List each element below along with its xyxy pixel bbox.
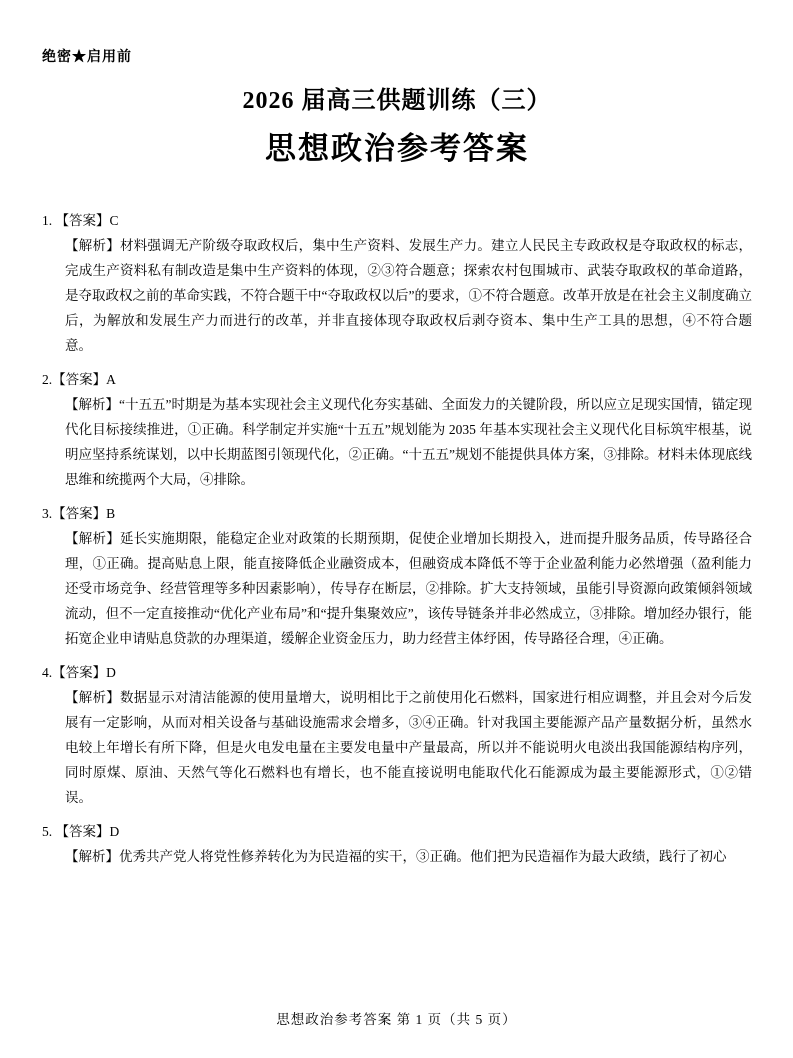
page-title: 2026 届高三供题训练（三） xyxy=(242,88,552,114)
analysis-text: 【解析】延长实施期限，能稳定企业对政策的长期预期，促使企业增加长期投入，进而提升服务品质，传导路径合理，①正确。提高贴息上限，能直接降低企业融资成本，但融资成本降低不等于企业盈利能力必然增强（盈利能力还受市场竞争、经营管理等多种因素影响），传导存在断层，②排除。扩大支持领域，虽能引导资源向政策倾斜领域流动，但不一定直接推动“优化产业布局”和“提升集聚效应”，该传导链条并非必然成立，③排除。增加经办银行，能拓宽企业申请贴息贷款的办理渠道，缓解企业资金压力，助力经营主体纾困，传导路径合理，④正确。 xyxy=(65,531,752,646)
answer-label: 5. 【答案】D xyxy=(42,824,120,839)
analysis-text: 【解析】“十五五”时期是为基本实现社会主义现代化夯实基础、全面发力的关键阶段，所以应立足现实国情，锚定现代化目标接续推进，①正确。科学制定并实施“十五五”规划能为 2035 年基本实现社会主义现代化目标筑牢根基，说明应坚持系统谋划，以中长期蓝图引领现代化，②正确。“十五五”规划不能提供具体方案，③排除。材料未体现底线思维和统揽两个大局，④排除。 xyxy=(65,397,752,487)
answer-item xyxy=(42,367,752,492)
answer-item xyxy=(42,501,752,651)
answer-label: 4.【答案】D xyxy=(42,665,116,680)
answer-label: 3.【答案】B xyxy=(42,506,116,521)
analysis-text: 【解析】优秀共产党人将党性修养转化为为民造福的实干，③正确。他们把为民造福作为最大政绩，践行了初心 xyxy=(65,849,727,864)
analysis-text: 【解析】材料强调无产阶级夺取政权后，集中生产资料、发展生产力。建立人民民主专政政权是夺取政权的标志，完成生产资料私有制改造是集中生产资料的体现，②③符合题意；探索农村包围城市、武装夺取政权的革命道路，是夺取政权之前的革命实践，不符合题干中“夺取政权以后”的要求，①不符合题意。改革开放是在社会主义制度确立后，为解放和发展生产力而进行的改革，并非直接体现夺取政权后剥夺资本、集中生产工具的思想，④不符合题意。 xyxy=(65,238,752,353)
answer-label: 2.【答案】A xyxy=(42,372,116,387)
answer-item xyxy=(42,208,752,358)
answers-list xyxy=(42,208,752,869)
page-footer: 思想政治参考答案 第 1 页（共 5 页） xyxy=(276,1012,517,1027)
page-subtitle: 思想政治参考答案 xyxy=(265,131,529,166)
classification-label: 绝密★启用前 xyxy=(42,50,132,65)
answer-item xyxy=(42,819,752,869)
answer-item xyxy=(42,660,752,810)
answer-label: 1. 【答案】C xyxy=(42,213,119,228)
analysis-text: 【解析】数据显示对清洁能源的使用量增大，说明相比于之前使用化石燃料，国家进行相应调整，并且会对今后发展有一定影响，从而对相关设备与基础设施需求会增多，③④正确。针对我国主要能源产品产量数据分析，虽然水电较上年增长有所下降，但是火电发电量在主要发电量中产量最高，所以并不能说明火电淡出我国能源结构序列，同时原煤、原油、天然气等化石燃料也有增长，也不能直接说明电能取代化石能源成为最主要能源形式，①②错误。 xyxy=(65,690,752,805)
